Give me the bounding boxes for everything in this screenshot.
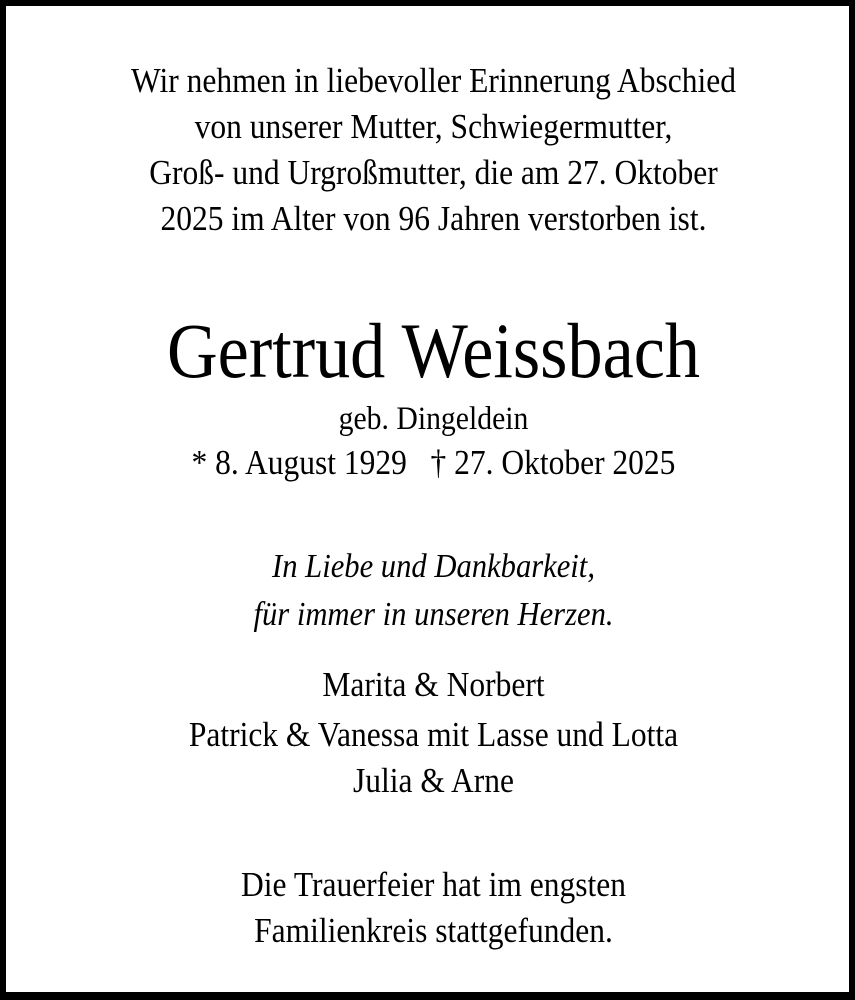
- quote-line: für immer in unseren Herzen.: [253, 596, 614, 633]
- intro-line: von unserer Mutter, Schwiegermutter,: [194, 107, 673, 146]
- death-cross-icon: †: [430, 443, 447, 482]
- birth-name: geb. Dingeldein: [338, 401, 529, 437]
- life-dates: [49, 440, 819, 486]
- service-line: Die Trauerfeier hat im engsten: [241, 865, 626, 904]
- deceased-name: Gertrud Weissbach: [166, 307, 701, 394]
- quote-line: In Liebe und Dankbarkeit,: [272, 548, 595, 585]
- intro-text: [49, 58, 819, 242]
- service-line: Familienkreis stattgefunden.: [254, 911, 613, 950]
- mourner-line: Julia & Arne: [353, 761, 514, 800]
- intro-line: Wir nehmen in liebevoller Erinnerung Abschied: [131, 61, 736, 100]
- mourner-line: Patrick & Vanessa mit Lasse und Lotta: [188, 715, 679, 754]
- intro-line: 2025 im Alter von 96 Jahren verstorben ist.: [160, 199, 707, 238]
- birth-star-icon: *: [191, 443, 208, 482]
- intro-line: Groß- und Urgroßmutter, die am 27. Oktober: [149, 153, 718, 192]
- service-note: [49, 862, 819, 954]
- birth-date: 8. August 1929: [215, 443, 407, 482]
- mourners-list: [49, 662, 819, 804]
- death-date: 27. Oktober 2025: [454, 443, 676, 482]
- mourner-line: Marita & Norbert: [322, 665, 545, 704]
- memorial-quote: [49, 543, 819, 639]
